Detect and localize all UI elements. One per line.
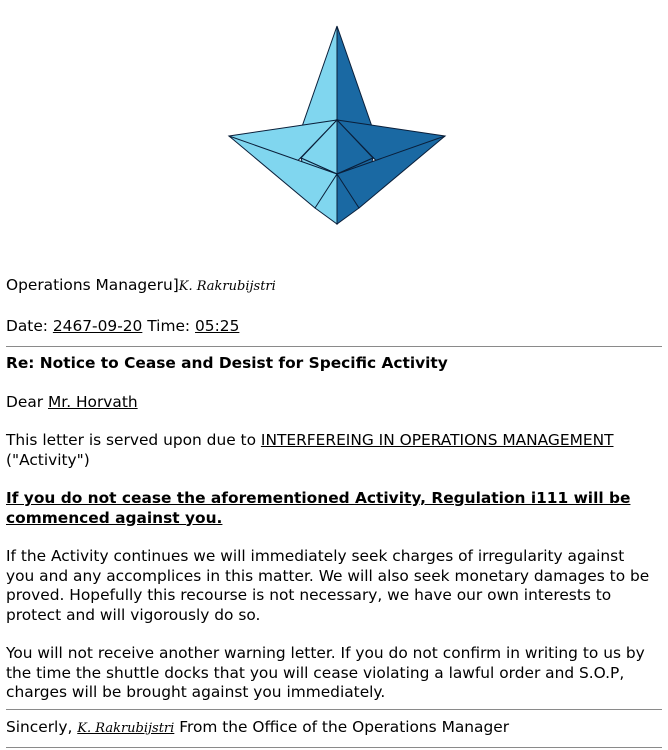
warning-statement — [6, 489, 662, 528]
paragraph-line: If the Activity continues we will immediately seek charges of irregularity against — [6, 547, 625, 565]
paragraph-line: charges will be brought against you immediately. — [6, 683, 386, 701]
time-value: 05:25 — [195, 316, 240, 335]
served-prefix: This letter is served upon due to — [6, 431, 257, 449]
paragraph-line: protect and will vigorously do so. — [6, 605, 261, 624]
divider — [6, 346, 662, 347]
date-value: 2467-09-20 — [52, 316, 143, 335]
subject-line: Re: Notice to Cease and Desist for Specific Activity — [6, 354, 448, 372]
closing-signature: K. Rakrubijstri — [77, 720, 175, 736]
closing-prefix: Sincerly, — [6, 717, 73, 736]
divider — [6, 709, 662, 710]
paragraph-line: the time the shuttle docks that you will cease violating a lawful order and S.O.P, — [6, 663, 625, 682]
closing-suffix: From the Office of the Operations Manager — [179, 717, 510, 736]
sender-title: Operations Manageru] — [6, 276, 179, 294]
paragraph-line: You will not receive another warning letter. If you do not confirm in writing to us by — [6, 644, 645, 662]
divider — [6, 747, 662, 748]
paragraph-line: you and any accomplices in this matter. We will also seek monetary damages to be — [6, 566, 650, 585]
sender-signature: K. Rakrubijstri — [178, 279, 276, 294]
time-label: Time: — [147, 316, 191, 335]
salutation — [6, 393, 662, 413]
paragraph-line: proved. Hopefully this recourse is not necessary, we have our own interests to — [6, 586, 612, 604]
warning-line-2: commenced against you. — [6, 508, 223, 527]
date-label: Date: — [6, 316, 48, 335]
closing-line — [6, 718, 662, 739]
sender-line — [6, 276, 662, 297]
served-paragraph — [6, 431, 662, 470]
salutation-prefix: Dear — [6, 392, 44, 411]
charges-paragraph — [6, 547, 662, 625]
letter-body — [6, 276, 662, 748]
final-warning-paragraph — [6, 644, 662, 703]
date-time-line — [6, 317, 662, 337]
star-compass-logo-icon — [227, 24, 447, 229]
recipient-name: Mr. Horvath — [48, 392, 138, 411]
warning-line-1: If you do not cease the aforementioned Activity, Regulation i111 will be — [6, 489, 631, 507]
activity-suffix: ("Activity") — [6, 450, 90, 469]
activity-name: INTERFEREING IN OPERATIONS MANAGEMENT — [260, 431, 614, 449]
